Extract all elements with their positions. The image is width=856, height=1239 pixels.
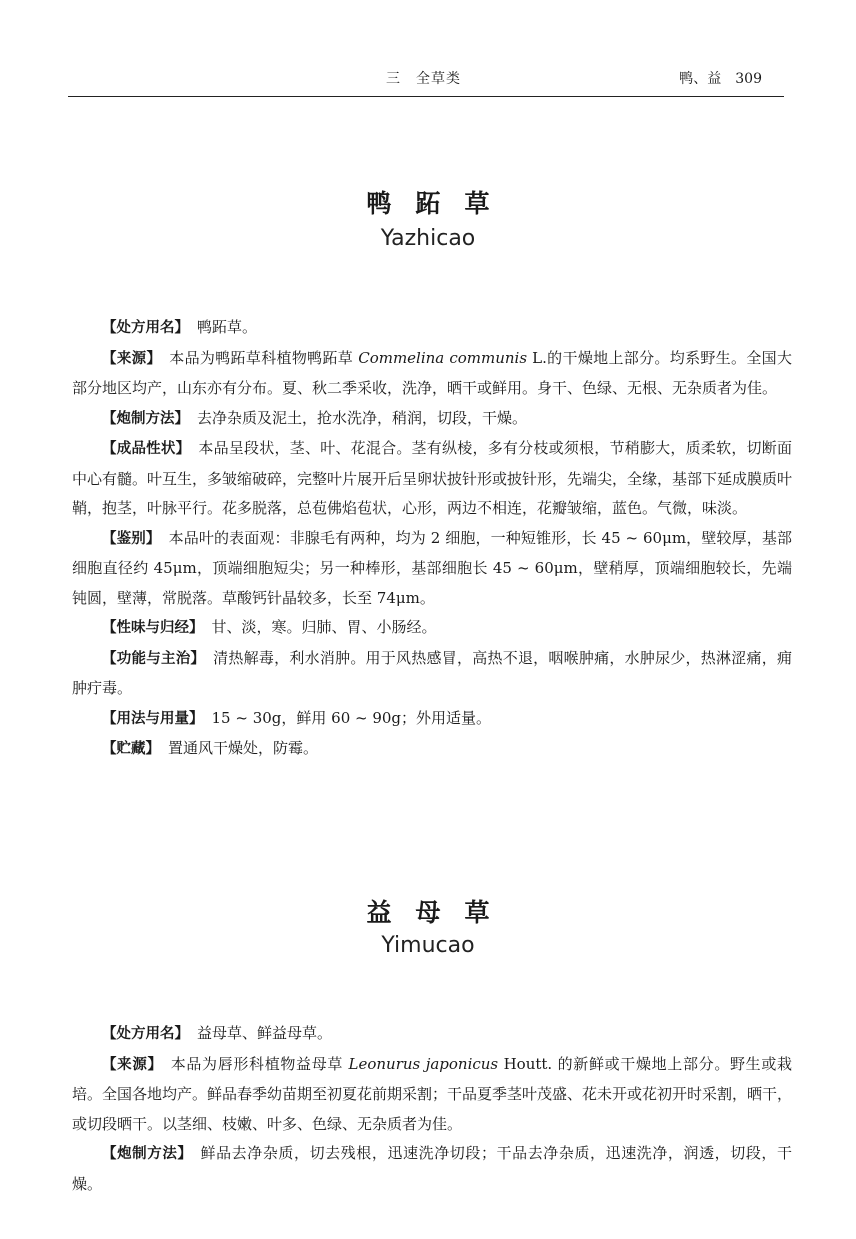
paragraph — [72, 524, 792, 614]
section-label: 【鉴别】 — [102, 530, 161, 547]
paragraph-text: 鸭跖草。 — [197, 318, 258, 336]
section-label: 【成品性状】 — [102, 441, 191, 457]
entry-title: 益母草 — [366, 898, 514, 927]
entry-title: 鸭跖草 — [366, 189, 514, 218]
paragraph-text: 本品呈段状，茎、叶、花混合。茎有纵棱，多有分枝或须根，节稍膨大，质柔软，切断面中心有髓。叶互生，多皱缩破碎，完整叶片展开后呈卵状披针形或披针形，先端尖，全缘，基部下延成膜质叶鞘，抱茎，叶脉平行。花多脱落，总苞佛焰苞状，心形，两边不相连，花瓣皱缩，蓝色。气微，味淡。 — [72, 439, 793, 517]
paragraph-text: 置通风干燥处，防霉。 — [168, 739, 319, 757]
paragraph-text: 本品为鸭跖草科植物鸭跖草 — [169, 348, 354, 367]
paragraph — [72, 313, 792, 344]
section-label: 【用法与用量】 — [102, 710, 204, 727]
page-number: 鸭、益 309 — [679, 71, 762, 87]
section-label: 【性味与归经】 — [102, 620, 204, 636]
entry-pinyin: Yazhicao — [380, 226, 476, 251]
section-label: 【处方用名】 — [102, 1026, 189, 1042]
latin-name: Commelina communis — [358, 348, 528, 367]
paragraph-text: 本品为唇形科植物益母草 — [170, 1054, 344, 1073]
paragraph — [72, 704, 792, 735]
paragraph-text: Houtt. 的新鲜或干燥地上部分。野生或栽培。全国各地均产。鲜品春季幼苗期至初夏花前期采割；干品夏季茎叶茂盛、花未开或花初开时采割，晒干，或切段晒干。以茎细、枝嫩、叶多、色绿、无杂质者为佳。 — [72, 1054, 793, 1133]
paragraph-text: 益母草、鲜益母草。 — [197, 1024, 333, 1042]
paragraph — [72, 344, 792, 404]
paragraph-text: 15 ~ 30g，鲜用 60 ~ 90g；外用适量。 — [211, 708, 492, 727]
paragraph-text: 去净杂质及泥土，抢水洗净，稍润，切段，干燥。 — [197, 408, 528, 427]
paragraph — [72, 734, 792, 765]
section-label: 【来源】 — [102, 1056, 163, 1073]
section-label: 【处方用名】 — [102, 320, 189, 336]
entry-body — [72, 313, 792, 765]
paragraph-text: 本品叶的表面观：非腺毛有两种，均为 2 细胞，一种短锥形，长 45 ~ 60μm，壁较厚，基部细胞直径约 45μm，顶端细胞短尖；另一种棒形，基部细胞长 45 ~ 60μm，壁稍厚，顶端细胞较长，先端钝圆，壁薄，常脱落。草酸钙针晶较多，长至 74μm。 — [72, 528, 793, 607]
section-label: 【来源】 — [102, 350, 162, 367]
entry-body — [72, 1019, 792, 1199]
paragraph-text: 鲜品去净杂质，切去残根，迅速洗净切段；干品去净杂质，迅速洗净，润透，切段，干燥。 — [72, 1144, 793, 1193]
paragraph-text: L.的干燥地上部分。均系野生。全国大部分地区均产，山东亦有分布。夏、秋二季采收，洗净，晒干或鲜用。身干、色绿、无根、无杂质者为佳。 — [72, 348, 792, 397]
entry-pinyin: Yimucao — [381, 933, 475, 958]
section-label: 【功能与主治】 — [102, 650, 206, 667]
section-label: 【贮藏】 — [102, 741, 160, 757]
section-label: 【炮制方法】 — [102, 410, 189, 427]
paragraph — [72, 1139, 792, 1199]
paragraph — [72, 1050, 792, 1140]
paragraph — [72, 434, 792, 524]
paragraph — [72, 1019, 792, 1050]
paragraph — [72, 644, 792, 704]
paragraph — [72, 404, 792, 435]
paragraph-text: 甘、淡，寒。归肺、胃、小肠经。 — [211, 618, 437, 636]
latin-name: Leonurus japonicus — [348, 1054, 499, 1073]
section-label: 【炮制方法】 — [102, 1146, 193, 1162]
paragraph-text: 清热解毒，利水消肿。用于风热感冒，高热不退，咽喉肿痛，水肿尿少，热淋涩痛，痈肿疔毒。 — [72, 648, 792, 697]
running-header — [68, 66, 784, 97]
section-title: 三 全草类 — [386, 71, 461, 87]
paragraph — [72, 613, 792, 644]
